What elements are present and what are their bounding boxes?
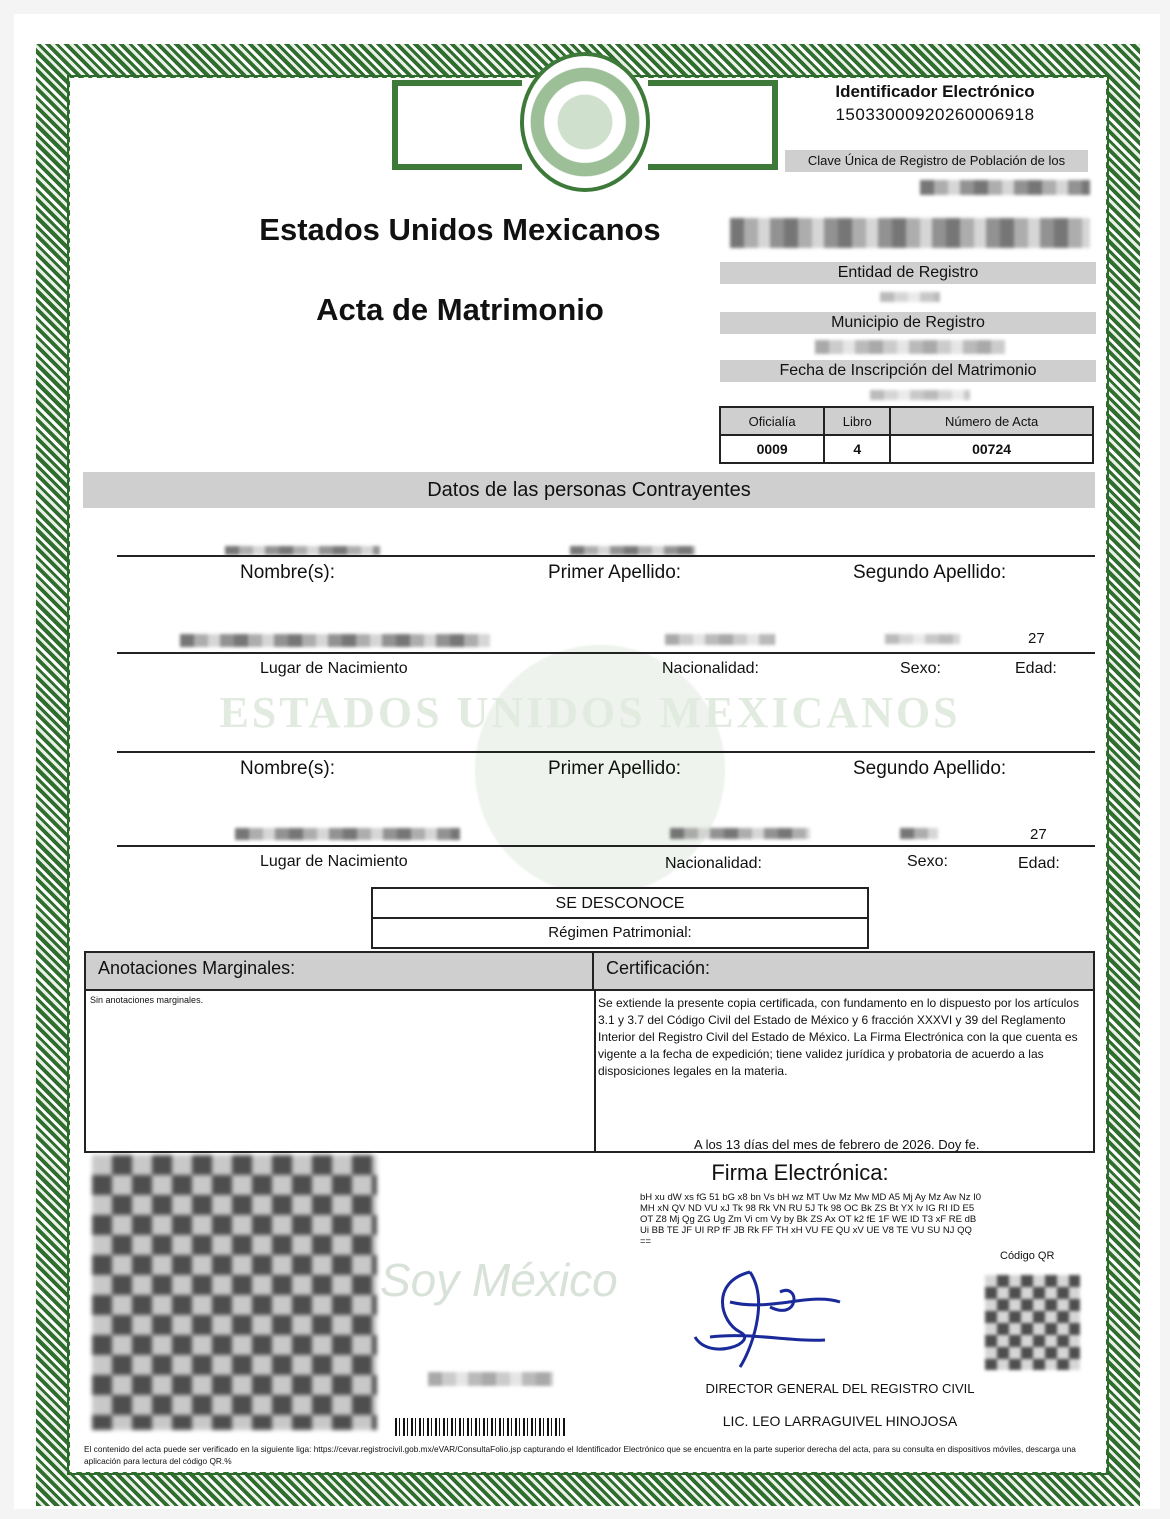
redacted-lugar-2 <box>235 828 460 840</box>
nombre-label-1: Nombre(s): <box>240 562 336 583</box>
id-label: Identificador Electrónico <box>835 82 1035 101</box>
section-title: Datos de las personas Contrayentes <box>83 472 1095 508</box>
edad-label-2: Edad: <box>1018 855 1060 872</box>
lugar-label-1: Lugar de Nacimiento <box>260 660 408 677</box>
lugar-label-2: Lugar de Nacimiento <box>260 853 408 870</box>
redacted-sexo-2 <box>900 828 938 839</box>
redacted-fecha <box>870 390 970 400</box>
redacted-curp <box>920 180 1090 195</box>
redacted-name <box>730 218 1090 248</box>
redacted-lugar-1 <box>180 634 490 647</box>
divider <box>117 555 1095 557</box>
regimen-box <box>371 887 869 949</box>
registry-table <box>719 406 1094 464</box>
certificacion-date: A los 13 días del mes de febrero de 2026. Doy fe. <box>694 1137 980 1152</box>
greek-ornament-left <box>392 80 522 170</box>
qr-label: Código QR <box>1000 1250 1055 1262</box>
nacionalidad-label-2: Nacionalidad: <box>665 855 762 872</box>
watermark-text: ESTADOS UNIDOS MEXICANOS <box>219 688 961 737</box>
divider <box>594 991 596 1151</box>
barcode-icon <box>395 1418 565 1436</box>
libro-value: 4 <box>824 435 890 463</box>
sexo-label-2: Sexo: <box>907 853 948 870</box>
signer-name: LIC. LEO LARRAGUIVEL HINOJOSA <box>722 1413 958 1429</box>
numero-acta-value: 00724 <box>890 435 1093 463</box>
redacted-apellido-1 <box>570 546 695 555</box>
anotaciones-title: Anotaciones Marginales: <box>86 953 594 991</box>
redacted-entidad <box>880 292 940 302</box>
firma-hash: bH xu dW xs fG 51 bG x8 bn Vs bH wz MT Uw Mz Mw MD A5 Mj Ay Mz Aw Nz I0 MH xN QV ND VU xJ Tk 98 Rk VN RU 5J Tk 98 OC Bk ZS Bt YX lv IG RI ID E5 OT Z8 Mj Qg ZG Ug Zm Vi cm Vy by Bk ZS Ax OT k2 fE 1F WE ID T3 xF RE dB Ui BB TE JF UI RP fF JB Rk FF TH xH VU FE QU xV UE V8 TE VU SU NJ QQ == <box>640 1192 982 1247</box>
greek-ornament-right <box>648 80 778 170</box>
country-title: Estados Unidos Mexicanos <box>259 212 661 247</box>
entidad-label: Entidad de Registro <box>720 262 1096 284</box>
libro-header: Libro <box>824 407 890 435</box>
signer-role: DIRECTOR GENERAL DEL REGISTRO CIVIL <box>705 1381 975 1396</box>
redacted-nacionalidad-1 <box>665 634 775 645</box>
oficialia-header: Oficialía <box>720 407 824 435</box>
edad-value-1: 27 <box>1028 630 1045 647</box>
redacted-folio <box>428 1372 553 1386</box>
curp-label: Clave Única de Registro de Población de los <box>785 150 1088 172</box>
annotations-certification-box <box>84 951 1095 1153</box>
regimen-label: Régimen Patrimonial: <box>548 924 692 941</box>
segundo-apellido-label-2: Segundo Apellido: <box>853 758 1007 779</box>
edad-label-1: Edad: <box>1015 660 1057 677</box>
edad-value-2: 27 <box>1030 826 1047 843</box>
nombre-label-2: Nombre(s): <box>240 758 336 779</box>
redacted-photo <box>92 1155 377 1430</box>
fecha-label: Fecha de Inscripción del Matrimonio <box>720 360 1096 382</box>
segundo-apellido-label-1: Segundo Apellido: <box>853 562 1007 583</box>
redacted-municipio <box>815 340 1005 354</box>
primer-apellido-label-1: Primer Apellido: <box>548 562 682 583</box>
redacted-nombre-1 <box>225 546 380 555</box>
sexo-label-1: Sexo: <box>900 660 941 677</box>
primer-apellido-label-2: Primer Apellido: <box>548 758 682 779</box>
document-title: Acta de Matrimonio <box>316 292 604 327</box>
divider <box>117 751 1095 753</box>
regimen-value: SE DESCONOCE <box>373 889 867 919</box>
signature-image <box>690 1262 850 1372</box>
footer-note: El contenido del acta puede ser verificado en la siguiente liga: https://cevar.registrocivil.gob.mx/eVAR/ConsultaFolio.jsp capturando el Identificador Electrónico que se encuentra en la parte superior derecha del acta, para su consulta en dispositivos móviles, descarga una aplicación para lectura del código QR.% <box>84 1444 1076 1466</box>
certificacion-text: Se extiende la presente copia certificada, con fundamento en lo dispuesto por los artículos 3.1 y 3.7 del Código Civil del Estado de México y 6 fracción XXXVI y 39 del Reglamento Interior del Registro Civil del Estado de México. La Firma Electrónica con la que cuenta es vigente a la fecha de expedición; tiene validez jurídica y probatoria de acuerdo a las disposiciones legales en la materia. <box>598 996 1079 1078</box>
municipio-label: Municipio de Registro <box>720 312 1096 334</box>
anotaciones-text: Sin anotaciones marginales. <box>90 995 204 1005</box>
certificacion-title: Certificación: <box>594 953 1093 991</box>
qr-code <box>985 1275 1080 1370</box>
divider <box>117 652 1095 654</box>
firma-title: Firma Electrónica: <box>711 1160 889 1185</box>
oficialia-value: 0009 <box>720 435 824 463</box>
redacted-nacionalidad-2 <box>670 828 810 839</box>
divider <box>117 845 1095 847</box>
redacted-sexo-1 <box>885 634 960 644</box>
national-seal-icon <box>520 52 650 192</box>
numero-acta-header: Número de Acta <box>890 407 1093 435</box>
id-value: 15033000920260006918 <box>835 105 1035 124</box>
slogan: Soy México <box>380 1254 618 1306</box>
nacionalidad-label-1: Nacionalidad: <box>662 660 759 677</box>
